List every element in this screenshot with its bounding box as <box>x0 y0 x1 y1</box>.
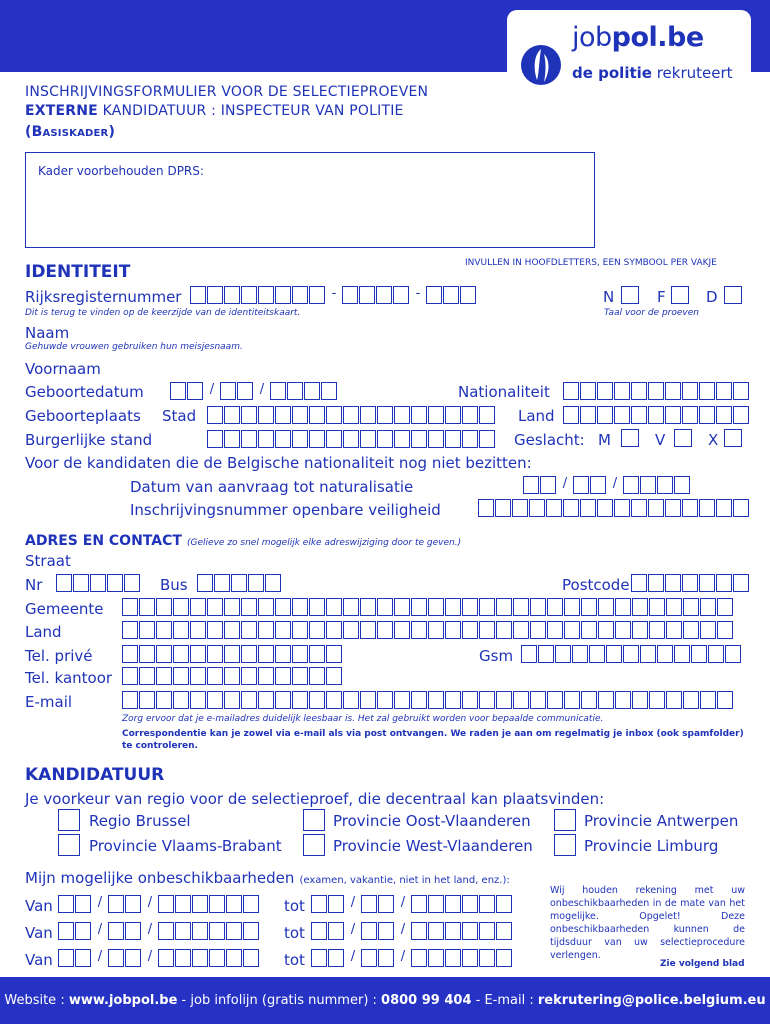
van-date-field-3[interactable]: / / <box>58 949 260 967</box>
west-vlaanderen-checkbox[interactable] <box>303 834 325 856</box>
antwerpen-label: Provincie Antwerpen <box>584 812 739 830</box>
gsm-label: Gsm <box>479 647 514 665</box>
logo-name: jobpol.be <box>572 22 704 53</box>
sex-m-label: M <box>598 431 611 449</box>
land-label: Land <box>518 407 555 425</box>
tel-kantoor-field[interactable] <box>122 667 343 685</box>
land-adres-field[interactable] <box>122 621 734 639</box>
onbeschikbaar-label: Mijn mogelijke onbeschikbaarheden <box>25 869 295 887</box>
logo-tagline: de politie rekruteert <box>572 64 733 82</box>
lang-n-checkbox[interactable] <box>621 286 639 304</box>
antwerpen-checkbox[interactable] <box>554 809 576 831</box>
van-label-3: Van <box>25 951 53 969</box>
nr-label: Nr <box>25 576 43 594</box>
sex-x-label: X <box>708 431 719 449</box>
email-note: Zorg ervoor dat je e-mailadres duidelijk leesbaar is. Het zal gebruikt worden voor bepaalde communicatie. <box>122 714 604 724</box>
form-title-line1: INSCHRIJVINGSFORMULIER VOOR DE SELECTIEPROEVEN <box>25 84 429 100</box>
lang-note: Taal voor de proeven <box>604 308 699 318</box>
bus-label: Bus <box>160 576 188 594</box>
rijksregister-note: Dit is terug te vinden op de keerzijde van de identiteitskaart. <box>25 308 301 318</box>
limburg-label: Provincie Limburg <box>584 837 719 855</box>
limburg-checkbox[interactable] <box>554 834 576 856</box>
postcode-field[interactable] <box>631 574 750 592</box>
van-date-field-2[interactable]: / / <box>58 922 260 940</box>
voornaam-label: Voornaam <box>25 360 101 378</box>
tot-date-field-3[interactable]: / / <box>311 949 513 967</box>
adres-heading-row <box>25 530 461 549</box>
naturalisatie-label: Datum van aanvraag tot naturalisatie <box>130 478 414 496</box>
regio-brussel-label: Regio Brussel <box>89 812 191 830</box>
regio-question: Je voorkeur van regio voor de selectieproef, die decentraal kan plaatsvinden: <box>25 790 605 808</box>
onbeschikbaar-note: (examen, vakantie, niet in het land, enz.): <box>299 875 510 886</box>
van-date-field-1[interactable]: / / <box>58 895 260 913</box>
tel-prive-label: Tel. privé <box>25 647 93 665</box>
email-note2: Correspondentie kan je zowel via e-mail als via post ontvangen. We raden je aan om regelmatig je inbox (ook spamfolder) <box>122 729 744 739</box>
email-link[interactable]: rekrutering@police.belgium.eu <box>537 993 766 1008</box>
form-title-line2: EXTERNE KANDIDATUUR : INSPECTEUR VAN POLITIE <box>25 103 404 119</box>
van-label-1: Van <box>25 897 53 915</box>
rijksregister-field[interactable]: - - <box>190 286 477 304</box>
geboorteplaats-label: Geboorteplaats <box>25 407 141 425</box>
geboortedatum-field[interactable]: / / <box>170 382 338 400</box>
lang-d-label: D <box>706 288 718 306</box>
sex-m-checkbox[interactable] <box>621 429 639 447</box>
stad-field[interactable] <box>207 406 496 424</box>
tot-label-2: tot <box>284 924 305 942</box>
gemeente-field[interactable] <box>122 598 734 616</box>
infolijn-number: 0800 99 404 <box>381 993 472 1008</box>
identiteit-heading: IDENTITEIT <box>25 262 131 282</box>
lang-n-label: N <box>603 288 615 306</box>
tot-label-1: tot <box>284 897 305 915</box>
tot-date-field-1[interactable]: / / <box>311 895 513 913</box>
geslacht-label: Geslacht: <box>514 431 585 449</box>
lang-d-checkbox[interactable] <box>724 286 742 304</box>
nr-field[interactable] <box>56 574 141 592</box>
adres-heading-note: (Gelieve zo snel mogelijk elke adreswijziging door te geven.) <box>187 538 462 548</box>
straat-label: Straat <box>25 552 71 570</box>
lang-f-checkbox[interactable] <box>671 286 689 304</box>
onbeschikbaar-row <box>25 868 510 887</box>
email-field[interactable] <box>122 691 734 709</box>
form-title-line3: (Basiskader) <box>25 124 116 140</box>
oost-vlaanderen-label: Provincie Oost-Vlaanderen <box>333 812 531 830</box>
instruction-text: INVULLEN IN HOOFDLETTERS, EEN SYMBOOL PER VAKJE <box>465 258 717 268</box>
sex-v-label: V <box>655 431 666 449</box>
tot-label-3: tot <box>284 951 305 969</box>
land-adres-label: Land <box>25 623 62 641</box>
west-vlaanderen-label: Provincie West-Vlaanderen <box>333 837 533 855</box>
tot-date-field-2[interactable]: / / <box>311 922 513 940</box>
lang-f-label: F <box>657 288 666 306</box>
naam-note: Gehuwde vrouwen gebruiken hun meisjesnaam. <box>25 342 243 352</box>
adres-heading: ADRES EN CONTACT <box>25 533 182 549</box>
vlaams-brabant-label: Provincie Vlaams-Brabant <box>89 837 282 855</box>
next-page-note: Zie volgend blad <box>660 959 745 969</box>
stad-label: Stad <box>162 407 197 425</box>
vlaams-brabant-checkbox[interactable] <box>58 834 80 856</box>
van-label-2: Van <box>25 924 53 942</box>
sex-x-checkbox[interactable] <box>724 429 742 447</box>
non-belgian-label: Voor de kandidaten die de Belgische nationaliteit nog niet bezitten: <box>25 454 532 472</box>
police-emblem-icon <box>520 40 562 90</box>
onbeschikbaar-aside: Wij houden rekening met uw onbeschikbaarheden in de mate van het mogelijke. Opgelet! Deze onbeschikbaarheden kunnen de tijdsduur van uw selectieprocedure verlengen. <box>550 885 745 961</box>
nationaliteit-label: Nationaliteit <box>458 383 550 401</box>
inschrijvingsnummer-field[interactable] <box>478 499 750 517</box>
postcode-label: Postcode <box>562 576 630 594</box>
regio-brussel-checkbox[interactable] <box>58 809 80 831</box>
geboortedatum-label: Geboortedatum <box>25 383 144 401</box>
email-note3: te controleren. <box>122 741 198 751</box>
naam-label: Naam <box>25 324 70 342</box>
tel-kantoor-label: Tel. kantoor <box>25 669 113 687</box>
bus-field[interactable] <box>197 574 282 592</box>
rijksregister-label: Rijksregisternummer <box>25 288 182 306</box>
naturalisatie-field[interactable]: / / <box>523 476 691 494</box>
burgerlijke-stand-label: Burgerlijke stand <box>25 431 153 449</box>
oost-vlaanderen-checkbox[interactable] <box>303 809 325 831</box>
land-field[interactable] <box>563 406 750 424</box>
email-label: E-mail <box>25 693 73 711</box>
kandidatuur-heading: KANDIDATUUR <box>25 765 165 785</box>
nationaliteit-field[interactable] <box>563 382 750 400</box>
footer: Website : www.jobpol.be - job infolijn (gratis nummer) : 0800 99 404 - E-mail : rekrutering@police.belgium.eu <box>0 977 770 1024</box>
gsm-field[interactable] <box>521 645 742 663</box>
sex-v-checkbox[interactable] <box>674 429 692 447</box>
burgerlijke-stand-field[interactable] <box>207 430 496 448</box>
reserved-label: Kader voorbehouden DPRS: <box>38 164 204 178</box>
inschrijvingsnummer-label: Inschrijvingsnummer openbare veiligheid <box>130 501 441 519</box>
website-link[interactable]: www.jobpol.be <box>68 993 178 1008</box>
tel-prive-field[interactable] <box>122 645 343 663</box>
gemeente-label: Gemeente <box>25 600 104 618</box>
